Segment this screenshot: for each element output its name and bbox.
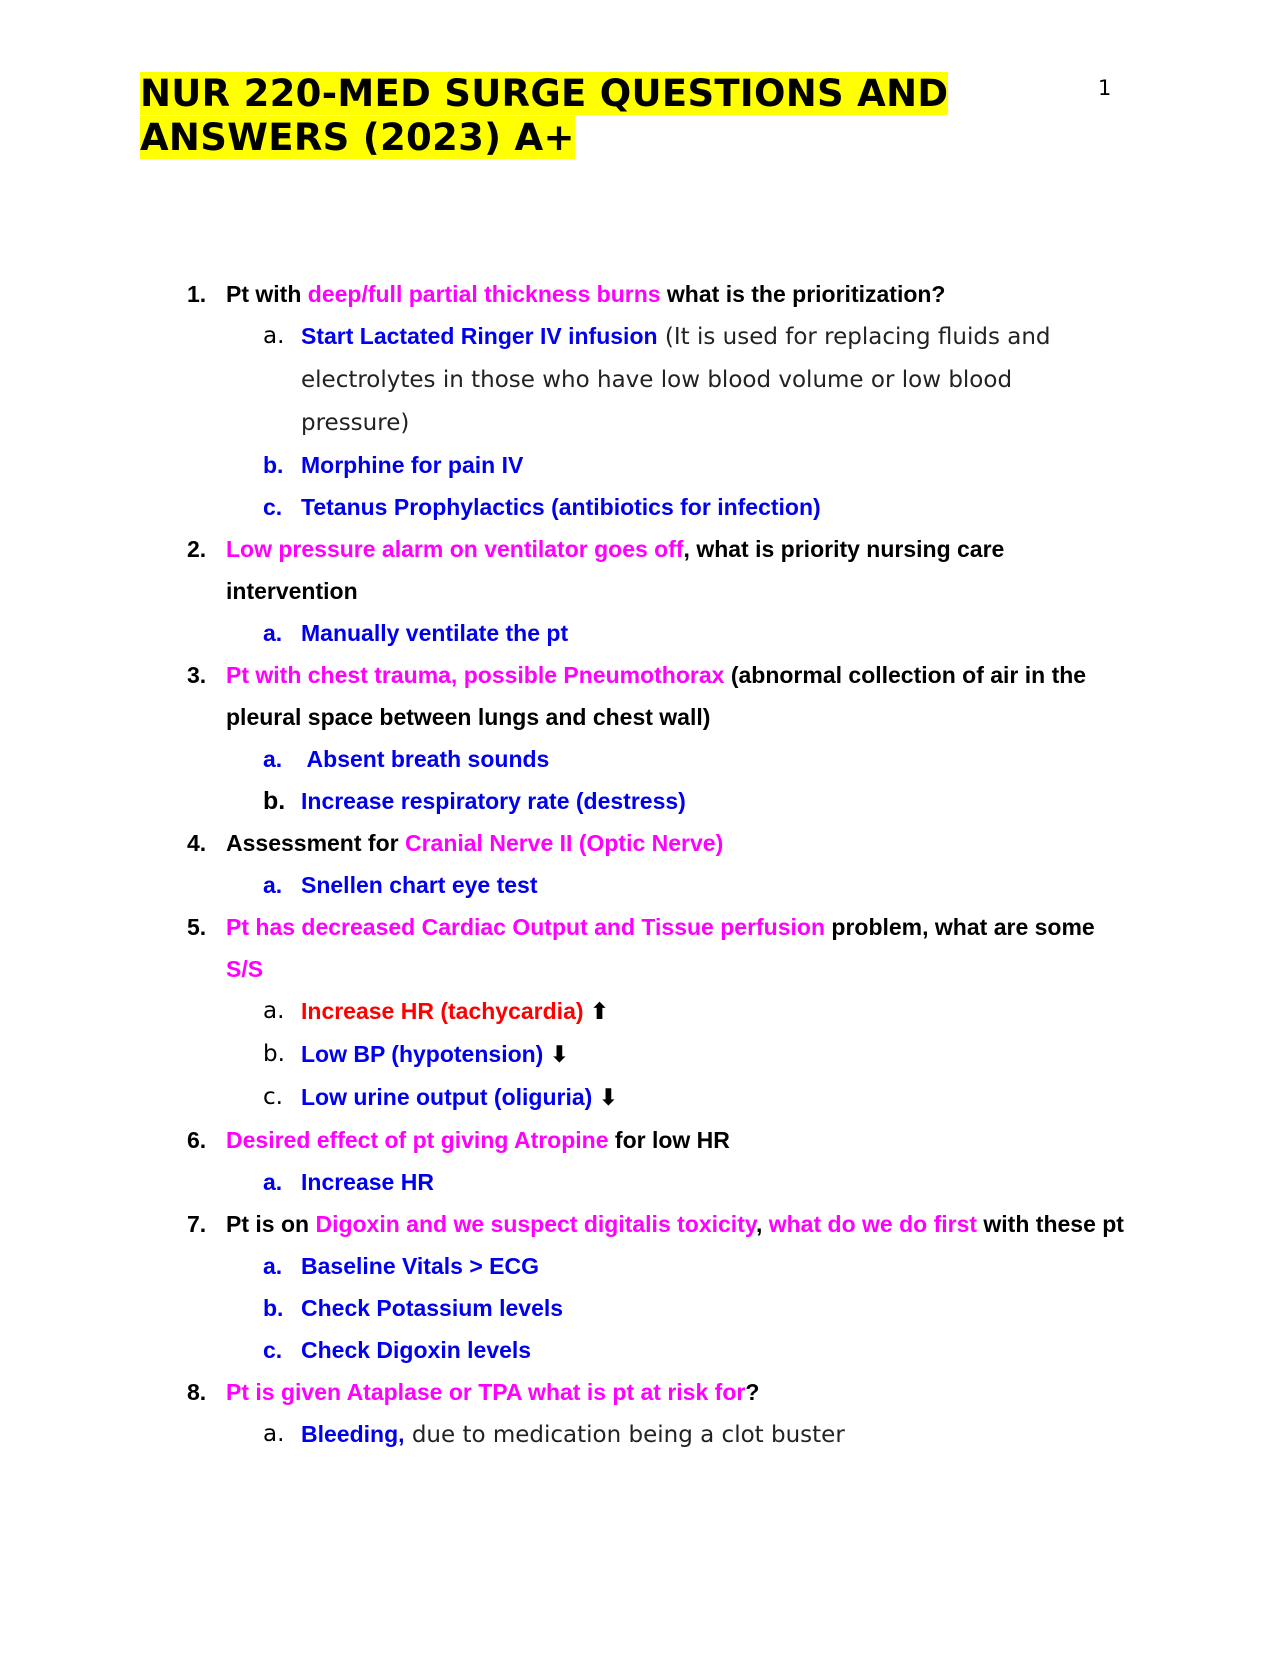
question-6 (0, 1119, 1126, 1161)
answer-label: a. (263, 620, 283, 646)
answer-1a (0, 315, 1061, 444)
answer-text: Bleeding, (301, 1421, 405, 1447)
question-text: with these pt (977, 1211, 1124, 1237)
question-text: , what is priority nursing care intervention (226, 536, 1005, 604)
question-highlight: Digoxin and we suspect digitalis toxicity (315, 1211, 756, 1237)
question-7 (0, 1203, 1126, 1245)
question-5 (0, 906, 1126, 990)
question-highlight: what do we do first (768, 1211, 978, 1237)
question-text: Pt with (226, 281, 308, 307)
answer-note: due to medication being a clot buster (404, 1422, 845, 1448)
answer-label: a. (263, 1421, 285, 1447)
answer-text: Increase respiratory rate (destress) (301, 788, 686, 814)
answer-5a (0, 990, 1061, 1033)
arrow-up-icon: ⬆ (589, 999, 610, 1025)
answer-text: Low BP (hypotension) (301, 1041, 544, 1067)
answer-label: a. (263, 872, 283, 898)
answer-label: b. (263, 787, 286, 815)
question-text: Pt is on (226, 1211, 316, 1237)
question-number: 1. (187, 281, 207, 307)
answer-note: (It is used for replacing fluids and electrolytes in those who have low blood volume or low blood pressure) (301, 324, 1051, 436)
document-title (140, 72, 1000, 160)
answer-label: c. (263, 1337, 283, 1363)
question-text: (abnormal collection of air in the pleural space between lungs and chest wall) (226, 662, 1087, 730)
question-number: 5. (187, 914, 207, 940)
arrow-down-icon: ⬇ (598, 1085, 618, 1111)
answer-text: Snellen chart eye test (301, 872, 538, 898)
answer-4a (0, 864, 1061, 906)
answer-7b (0, 1287, 1061, 1329)
answer-label: b. (263, 452, 284, 478)
question-8 (0, 1371, 1126, 1413)
question-3 (0, 654, 1126, 738)
answer-text: Increase HR (tachycardia) (301, 998, 584, 1024)
answer-text: Check Digoxin levels (301, 1337, 532, 1363)
answer-label: a. (263, 1169, 283, 1195)
question-4 (0, 822, 1126, 864)
question-text: what is the prioritization? (660, 281, 946, 307)
answer-label: a. (263, 323, 285, 349)
answer-text: Increase HR (301, 1169, 434, 1195)
answer-text: Low urine output (oliguria) (301, 1084, 593, 1110)
answer-label: c. (263, 1084, 283, 1110)
answer-label: c. (263, 494, 283, 520)
question-text: ? (745, 1379, 760, 1405)
answer-5c (0, 1076, 1061, 1119)
question-list (0, 273, 1280, 1456)
question-highlight: Cranial Nerve II (Optic Nerve) (404, 830, 724, 856)
question-number: 8. (187, 1379, 207, 1405)
answer-text: Baseline Vitals > ECG (301, 1253, 539, 1279)
answer-text: Absent breath sounds (301, 746, 550, 772)
answer-text: Manually ventilate the pt (301, 620, 569, 646)
arrow-down-icon: ⬇ (549, 1042, 570, 1068)
question-number: 2. (187, 536, 207, 562)
question-number: 6. (187, 1127, 207, 1153)
answer-7c (0, 1329, 1061, 1371)
answer-label: a. (263, 998, 285, 1024)
answer-text: Tetanus Prophylactics (antibiotics for infection) (301, 494, 821, 520)
page-number: 1 (1098, 76, 1112, 100)
answer-text: Morphine for pain IV (301, 452, 524, 478)
question-highlight: Low pressure alarm on ventilator goes off (226, 536, 684, 562)
question-number: 3. (187, 662, 207, 688)
answer-3a (0, 738, 1061, 780)
question-highlight: deep/full partial thickness burns (307, 281, 661, 307)
answer-text: Check Potassium levels (301, 1295, 564, 1321)
question-highlight: S/S (226, 956, 264, 982)
title-highlight: NUR 220-MED SURGE QUESTIONS AND ANSWERS (2023) A+ (140, 72, 949, 159)
question-text: , (755, 1211, 769, 1237)
question-text: problem, what are some (825, 914, 1095, 940)
answer-label: a. (263, 1253, 283, 1279)
answer-label: b. (263, 1295, 284, 1321)
answer-2a (0, 612, 1061, 654)
answer-text: Start Lactated Ringer IV infusion (301, 323, 658, 349)
question-number: 4. (187, 830, 207, 856)
answer-6a (0, 1161, 1061, 1203)
question-highlight: Pt has decreased Cardiac Output and Tissue perfusion (226, 914, 826, 940)
question-text: Assessment for (226, 830, 405, 856)
answer-3b (0, 780, 1061, 822)
answer-5b (0, 1033, 1061, 1076)
answer-label: a. (263, 746, 283, 772)
question-1 (0, 273, 1126, 315)
question-text: for low HR (608, 1127, 730, 1153)
answer-8a (0, 1413, 1061, 1456)
question-number: 7. (187, 1211, 207, 1237)
question-2 (0, 528, 1126, 612)
answer-1c (0, 486, 1061, 528)
answer-1b (0, 444, 1061, 486)
question-highlight: Desired effect of pt giving Atropine (226, 1127, 609, 1153)
question-highlight: Pt with chest trauma, possible Pneumothorax (226, 662, 725, 688)
answer-label: b. (263, 1041, 285, 1067)
answer-7a (0, 1245, 1061, 1287)
question-highlight: Pt is given Ataplase or TPA what is pt at risk for (226, 1379, 746, 1405)
